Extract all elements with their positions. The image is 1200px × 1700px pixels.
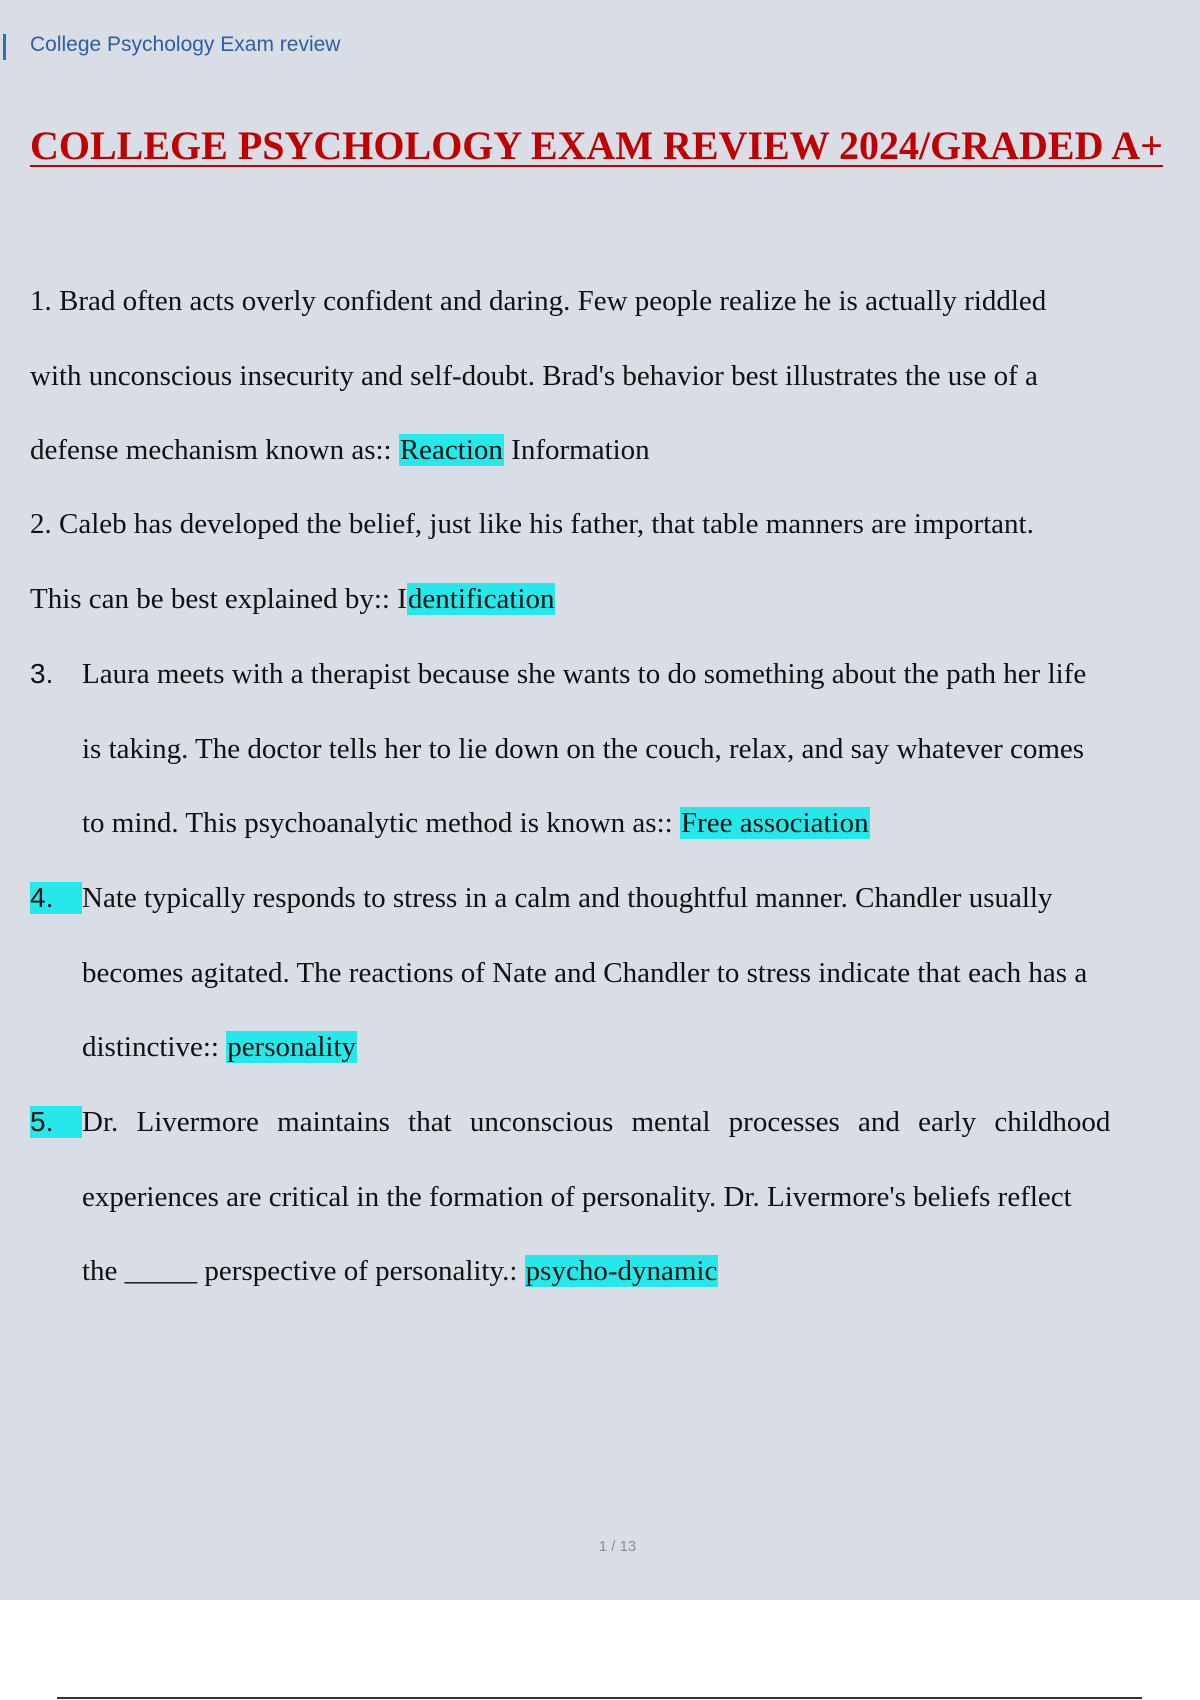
- question-line: experiences are critical in the formation of personality. Dr. Livermore's beliefs reflect: [82, 1180, 1072, 1213]
- next-page-rule: [57, 1697, 1142, 1699]
- question-number: 4.: [30, 882, 82, 914]
- question-number: 5.: [30, 1106, 82, 1138]
- answer-highlight: Free association: [680, 807, 869, 839]
- question-prefix: to mind. This psychoanalytic method is known as::: [82, 807, 680, 839]
- document-title: COLLEGE PSYCHOLOGY EXAM REVIEW 2024/GRADED A+: [30, 123, 1163, 168]
- question-number: 3.: [30, 658, 54, 689]
- question-1: [30, 285, 1046, 509]
- question-line: is taking. The doctor tells her to lie down on the couch, relax, and say whatever comes: [82, 732, 1085, 765]
- question-line: [30, 658, 1086, 733]
- question-answer-line: [30, 1031, 1087, 1106]
- answer-highlight: dentification: [407, 582, 555, 615]
- question-answer-line: [30, 434, 1046, 509]
- question-prefix: distinctive::: [82, 1031, 227, 1063]
- question-2: [30, 508, 1034, 657]
- question-3: [30, 658, 1086, 882]
- question-line: with unconscious insecurity and self-doubt. Brad's behavior best illustrates the use of a: [30, 359, 1038, 392]
- question-answer-line: [30, 1255, 1110, 1330]
- question-line: [30, 882, 1087, 957]
- answer-highlight: psycho-dynamic: [525, 1255, 718, 1287]
- running-header: College Psychology Exam review: [30, 33, 341, 56]
- question-5: [30, 1106, 1110, 1330]
- question-line: [30, 1106, 1110, 1181]
- question-prefix: defense mechanism known as::: [30, 434, 399, 466]
- question-line: 1. Brad often acts overly confident and daring. Few people realize he is actually riddled: [30, 285, 1047, 317]
- header-accent-bar: [3, 34, 6, 60]
- answer-highlight: Reaction: [399, 434, 503, 466]
- question-text: Dr. Livermore maintains that unconscious mental processes and early childhood: [82, 1106, 1111, 1138]
- question-answer-line: [30, 807, 1086, 882]
- answer-highlight: personality: [227, 1031, 357, 1063]
- question-line: 2. Caleb has developed the belief, just like his father, that table manners are important.: [30, 508, 1034, 540]
- question-line: becomes agitated. The reactions of Nate and Chandler to stress indicate that each has a: [82, 956, 1088, 989]
- question-prefix: the _____ perspective of personality.:: [82, 1255, 525, 1287]
- question-4: [30, 882, 1087, 1106]
- question-text: Laura meets with a therapist because she wants to do something about the path her life: [82, 658, 1087, 690]
- question-text: Nate typically responds to stress in a calm and thoughtful manner. Chandler usually: [82, 882, 1053, 914]
- page-indicator: 1 / 13: [598, 1538, 637, 1555]
- question-prefix: This can be best explained by:: I: [30, 582, 407, 615]
- question-answer-line: [30, 583, 1034, 658]
- answer-rest: Information: [503, 434, 650, 466]
